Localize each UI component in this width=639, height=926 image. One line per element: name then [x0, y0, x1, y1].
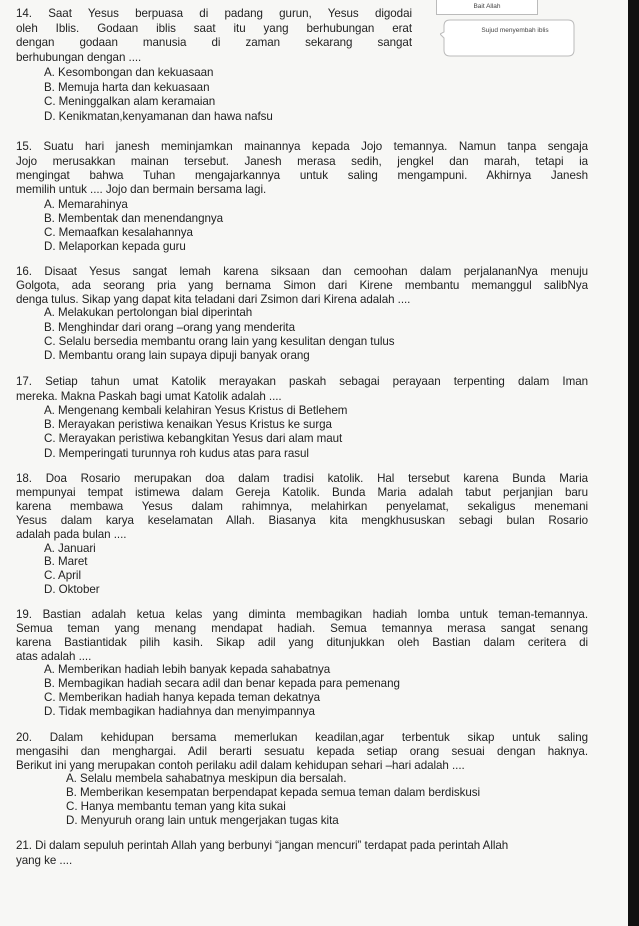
text-line: memilih untuk .... Jojo dan bermain bersama lagi. — [16, 183, 267, 196]
text-line: karena membawa Yesus dalam rahimnya, melahirkan penyelamat, sekaligus menemani — [16, 501, 588, 513]
text-line: C. Memberikan hadiah hanya kepada teman dekatnya — [44, 691, 321, 704]
text-line: C. Hanya membantu teman yang kita sukai — [66, 800, 286, 813]
text-line: A. Januari — [44, 542, 96, 555]
text-line: C. Meninggalkan alam keramaian — [44, 95, 216, 108]
text-line: 17. Setiap tahun umat Katolik merayakan paskah sebagai perayaan terpenting dalam Iman — [16, 376, 588, 388]
text-line: C. April — [44, 569, 81, 582]
text-line: A. Memarahinya — [44, 198, 128, 211]
text-line: 21. Di dalam sepuluh perintah Allah yang berbunyi “jangan mencuri” terdapat pada perintah Allah — [16, 839, 509, 852]
text-line: A. Kesombongan dan kekuasaan — [44, 66, 214, 79]
text-line: dengan godaan manusia di zaman sekarang sangat — [16, 37, 412, 49]
text-line: 19. Bastian adalah ketua kelas yang diminta membagikan hadiah lomba untuk teman-temannya. — [16, 609, 588, 621]
text-line: D. Oktober — [44, 583, 100, 596]
callout-side-label: Sujud menyembah iblis — [481, 27, 549, 34]
text-line: Golgota, ada seorang pria yang bernama Simon dari Kirene membantu memanggul salibNya — [16, 280, 588, 292]
text-line: 18. Doa Rosario merupakan doa dalam tradisi katolik. Hal tersebut karena Bunda Maria — [16, 473, 588, 485]
callout-top — [436, 0, 538, 15]
text-line: B. Maret — [44, 555, 88, 568]
text-line: oleh Iblis. Godaan iblis saat itu yang berhubungan erat — [16, 23, 412, 35]
text-line: mereka. Makna Paskah bagi umat Katolik adalah .... — [16, 390, 282, 403]
text-line: D. Memperingati turunnya roh kudus atas para rasul — [44, 447, 309, 460]
text-line: Berikut ini yang merupakan contoh perilaku adil dalam kehidupan sehari –hari adalah .... — [16, 759, 465, 772]
text-line: atas adalah .... — [16, 650, 92, 663]
text-line: A. Mengenang kembali kelahiran Yesus Kristus di Betlehem — [44, 404, 348, 417]
text-line: C. Selalu bersedia membantu orang lain yang kesulitan dengan tulus — [44, 335, 395, 348]
text-line: D. Menyuruh orang lain untuk mengerjakan tugas kita — [66, 814, 339, 827]
text-line: 16. Disaat Yesus sangat lemah karena siksaan dan cemoohan dalam perjalananNya menuju — [16, 266, 588, 278]
text-line: B. Membentak dan menendangnya — [44, 212, 224, 225]
text-line: D. Kenikmatan,kenyamanan dan hawa nafsu — [44, 110, 273, 123]
text-line: mempunyai tempat istimewa dalam Gereja Katolik. Bunda Maria adalah tabut perjanjian baru — [16, 487, 588, 499]
text-line: B. Membagikan hadiah secara adil dan benar kepada para pemenang — [44, 677, 400, 690]
text-line: denga tulus. Sikap yang dapat kita teladani dari Zsimon dari Kirena adalah .... — [16, 293, 411, 306]
text-line: D. Membantu orang lain supaya dipuji banyak orang — [44, 349, 310, 362]
text-line: B. Memuja harta dan kekuasaan — [44, 81, 210, 94]
text-line: C. Merayakan peristiwa kebangkitan Yesus dari alam maut — [44, 432, 343, 445]
text-line: A. Selalu membela sahabatnya meskipun dia bersalah. — [66, 772, 347, 785]
callout-side — [440, 16, 578, 60]
text-line: karena Bastiantidak pilih kasih. Sikap adil yang ditunjukkan oleh Bastian dalam ceritera di — [16, 637, 588, 649]
text-line: D. Melaporkan kepada guru — [44, 240, 186, 253]
callout-top-label: Bait Allah — [473, 3, 501, 10]
text-line: A. Memberikan hadiah lebih banyak kepada sahabatnya — [44, 663, 331, 676]
text-line: 20. Dalam kehidupan bersama memerlukan keadilan,agar terbentuk sikap untuk saling — [16, 732, 588, 744]
text-line: berhubungan dengan .... — [16, 51, 142, 64]
text-line: yang ke .... — [16, 854, 73, 867]
text-line: A. Melakukan pertolongan bial diperintah — [44, 306, 253, 319]
text-line: B. Menghindar dari orang –orang yang menderita — [44, 321, 295, 334]
text-line: B. Memberikan kesempatan berpendapat kepada semua teman dalam berdiskusi — [66, 786, 481, 799]
text-line: mengingat bahwa Tuhan mengajarkannya untuk saling mengampuni. Akhirnya Janesh — [16, 170, 588, 182]
callout-side-shape — [440, 16, 578, 60]
text-line: Yesus dalam karya keselamatan Allah. Biasanya kita mengkhususkan sebagi bulan Rosario — [16, 515, 588, 527]
text-line: C. Memaafkan kesalahannya — [44, 226, 193, 239]
text-line: 15. Suatu hari janesh meminjamkan mainannya kepada Jojo temannya. Namun tanpa sengaja — [16, 141, 588, 153]
text-line: Semua teman yang menang mendapat hadiah. Semua temannya merasa sangat senang — [16, 623, 588, 635]
text-line: D. Tidak membagikan hadiahnya dan menyimpannya — [44, 705, 315, 718]
text-line: B. Merayakan peristiwa kenaikan Yesus Kristus ke surga — [44, 418, 332, 431]
text-line: Jojo merusakkan mainan tersebut. Janesh merasa sedih, jengkel dan marah, tetapi ia — [16, 156, 588, 168]
text-line: adalah pada bulan .... — [16, 528, 127, 541]
text-line: mengasihi dan menghargai. Adil berarti sesuatu kepada setiap orang sesuai dengan haknya. — [16, 746, 588, 758]
text-line: 14. Saat Yesus berpuasa di padang gurun, Yesus digodai — [16, 8, 412, 20]
page-edge-shadow — [628, 0, 639, 926]
